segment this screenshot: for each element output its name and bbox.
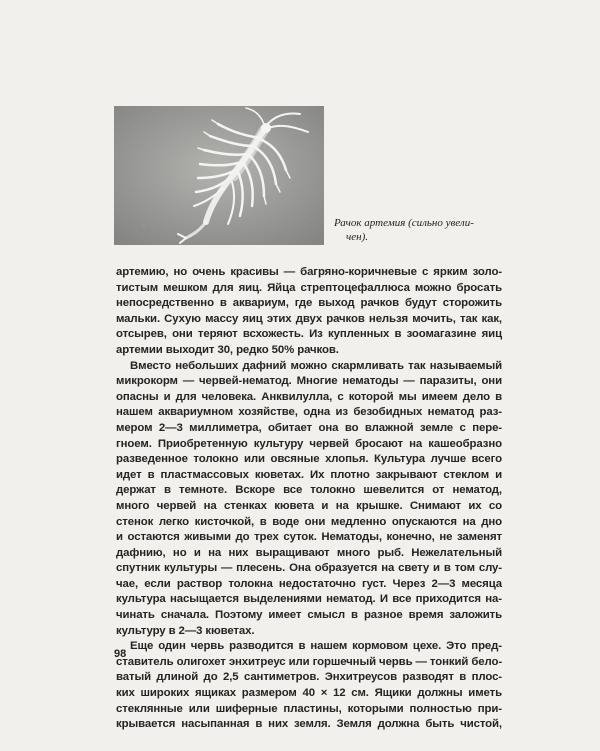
text-line: ставитель олигохет энхитреус или горшечный червь — тонкий бело-	[116, 655, 503, 668]
text-line: мером 2—3 миллиметра, обитает она во влажной земле с пере-	[116, 421, 502, 434]
text-line: артемию, но очень красивы — багряно-коричневые с ярким золо-	[116, 266, 502, 278]
text-line: разведенное толокно или овсяные хлопья. Культура лучше всего	[116, 453, 502, 466]
text-line: держат в темноте. Вскоре все толокно шевелится от нематод,	[116, 484, 502, 497]
text-line: артемии выходит 30, редко 50% рачков.	[116, 343, 339, 356]
text-line: непосредственно в аквариум, где выход рачков будут сторожить	[116, 297, 502, 310]
text-line: дафнию, но и на них выращивают много рыб. Нежелательный	[116, 546, 502, 559]
text-line: культура насыщается выделениями нематод. И все приходится на-	[116, 593, 502, 606]
text-line: культуру в 2—3 кюветах.	[116, 624, 255, 637]
caption-line-1: Рачок артемия (сильно увели-	[334, 217, 474, 229]
text-line: крывается насыпанная в них земля. Земля должна быть чистой,	[116, 718, 502, 731]
text-line: нашем аквариумном хозяйстве, одна из безобидных нематод раз-	[116, 406, 502, 419]
text-line: стенок легко кисточкой, в воде они медленно опускаются на дно	[116, 515, 502, 528]
text-line: много червей на стенках кювета и на крышке. Снимают их со	[116, 499, 502, 512]
text-line: ких широких ящиках размером 40 × 12 см. Ящики должны иметь	[116, 687, 502, 700]
text-line: отсырев, они теряют всхожесть. Из купленных в зоомагазине яиц	[116, 328, 502, 341]
text-line: ватый длиной до 2,5 сантиметров. Энхитреусов разводят в плос-	[116, 671, 502, 684]
text-line: чинать сначала. Поэтому имеет смысл в разное время заложить	[116, 609, 502, 622]
paragraph-1	[116, 265, 502, 359]
text-line: Еще один червь разводится в нашем кормовом цехе. Это пред-	[130, 640, 502, 653]
text-line: Вместо небольших дафний можно скармливать так называемый	[130, 359, 502, 372]
text-line: идет в пластмассовых кюветах. Их плотно закрывают стеклом и	[116, 468, 502, 481]
artemia-photo	[114, 106, 324, 245]
text-line: микрокорм — червей-нематод. Многие нематоды — паразиты, они	[116, 375, 502, 388]
text-line: чае, если раствор толокна недостаточно густ. Через 2—3 месяца	[116, 577, 502, 590]
text-line: гноем. Приобретенную культуру червей бросают на кашеобразно	[116, 437, 502, 450]
text-line: мальки. Сухую массу яиц этих двух рачков нельзя мочить, так как,	[116, 312, 502, 325]
text-line: спутник культуры — плесень. Она образуется на свету и в том слу-	[116, 562, 502, 575]
text-line: и остаются живыми до трех суток. Нематоды, конечно, не заменят	[116, 531, 502, 544]
paragraph-3	[116, 639, 502, 733]
body-text	[116, 265, 502, 733]
artemia-illustration	[114, 106, 324, 245]
figure-caption	[334, 216, 474, 244]
page-number: 98	[114, 648, 127, 660]
text-line: стеклянные или шиферные пластины, которыми полностью при-	[116, 702, 502, 715]
text-line: опасны и для человека. Анквилулла, с которой мы имеем дело в	[116, 390, 502, 403]
paragraph-2	[116, 359, 502, 640]
text-line: тистым мешком для яиц. Яйца стрептоцефаллюса можно бросать	[116, 281, 502, 294]
caption-line-2: чен).	[346, 231, 368, 243]
